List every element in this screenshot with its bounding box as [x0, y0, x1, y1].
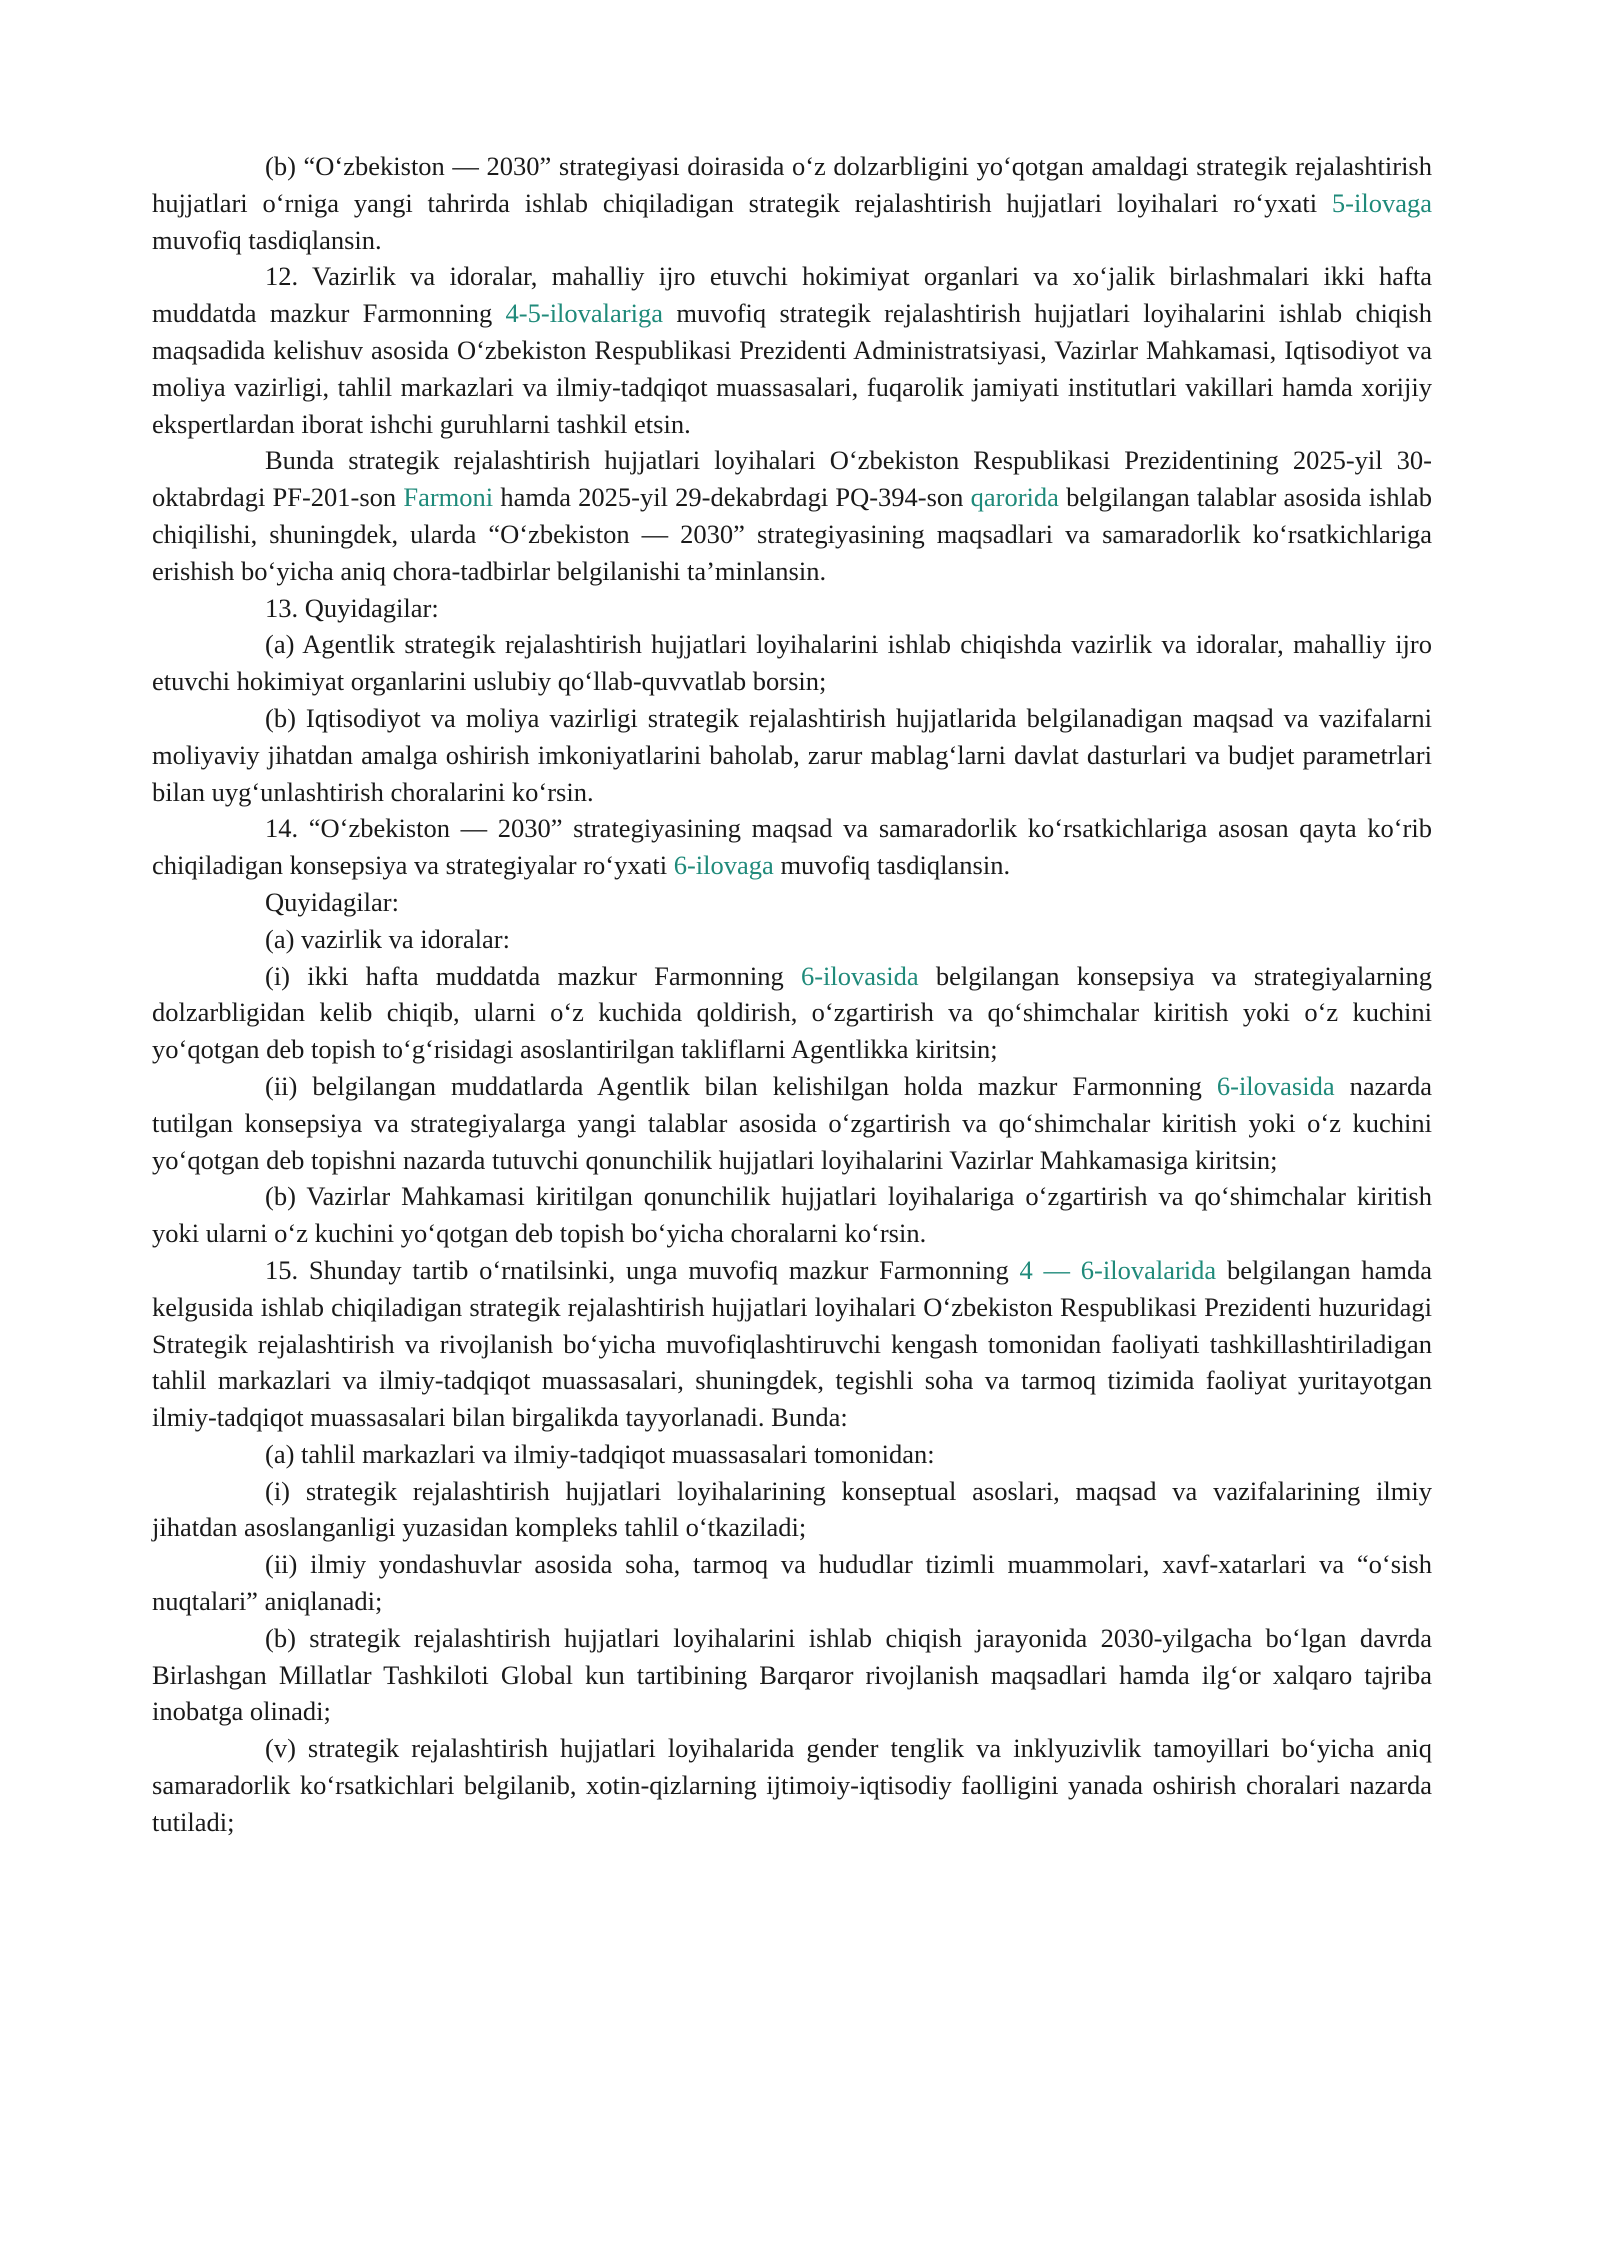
- paragraph-text: nazarda tutilgan konsepsiya va strategiyalarga yangi talablar asosida oʻzgartirish va qoʻshimchalar kiritish yoki oʻz kuchini yoʻqotgan deb topishni nazarda tutuvchi qonunchilik hujjatlari loyihalarini Vazirlar Mahkamasiga kiritsin;: [152, 1070, 1432, 1175]
- paragraph: [152, 1730, 1432, 1840]
- paragraph: [152, 921, 1432, 958]
- paragraph-text: (ii) belgilangan muddatlarda Agentlik bilan kelishilgan holda mazkur Farmonning: [265, 1070, 1217, 1101]
- paragraph-text: belgilangan konsepsiya va strategiyalarning dolzarbligidan kelib chiqib, ularni oʻz kuchida qoldirish, oʻzgartirish va qoʻshimchalar kiritish yoki oʻz kuchini yoʻqotgan deb topish toʻgʻrisidagi asoslantirilgan takliflarni Agentlikka kiritsin;: [152, 960, 1432, 1065]
- document-link[interactable]: 5-ilovaga: [1331, 187, 1432, 218]
- paragraph-text: Bunda strategik rejalashtirish hujjatlari loyihalari Oʻzbekiston Respublikasi Prezidentining 2025-yil 30-oktabrdagi PF-201-son: [152, 445, 1432, 513]
- paragraph: [152, 626, 1432, 700]
- paragraph: [152, 590, 1432, 627]
- document-link[interactable]: Farmoni: [403, 482, 494, 513]
- paragraph: [152, 1436, 1432, 1473]
- paragraph-text: (a) Agentlik strategik rejalashtirish hujjatlari loyihalarini ishlab chiqishda vazirlik va idoralar, mahalliy ijro etuvchi hokimiyat organlarini uslubiy qoʻllab-quvvatlab borsin;: [152, 629, 1432, 697]
- paragraph-text: (a) vazirlik va idoralar:: [265, 923, 510, 954]
- paragraph-text: (ii) ilmiy yondashuvlar asosida soha, tarmoq va hududlar tizimli muammolari, xavf-xatarlari va “oʻsish nuqtalari” aniqlanadi;: [152, 1549, 1432, 1617]
- paragraph-text: 15. Shunday tartib oʻrnatilsinki, unga muvofiq mazkur Farmonning: [265, 1254, 1020, 1285]
- paragraph-text: muvofiq tasdiqlansin.: [773, 850, 1011, 881]
- paragraph-text: (a) tahlil markazlari va ilmiy-tadqiqot muassasalari tomonidan:: [265, 1438, 935, 1469]
- paragraph: [152, 810, 1432, 884]
- paragraph-text: (i) ikki hafta muddatda mazkur Farmonning: [265, 960, 801, 991]
- document-page: [152, 148, 1432, 1841]
- paragraph: [152, 1620, 1432, 1730]
- paragraph: [152, 1252, 1432, 1436]
- document-link[interactable]: 4-5-ilovalariga: [505, 298, 664, 329]
- paragraph-text: (b) strategik rejalashtirish hujjatlari loyihalarini ishlab chiqish jarayonida 2030-yilgacha boʻlgan davrda Birlashgan Millatlar Tashkiloti Global kun tartibining Barqaror rivojlanish maqsadlari hamda ilgʻor xalqaro tajriba inobatga olinadi;: [152, 1622, 1432, 1727]
- paragraph: [152, 148, 1432, 258]
- paragraph: [152, 1178, 1432, 1252]
- document-link[interactable]: 6-ilovaga: [673, 850, 774, 881]
- paragraph-text: 12. Vazirlik va idoralar, mahalliy ijro etuvchi hokimiyat organlari va xoʻjalik birlashmalari ikki hafta muddatda mazkur Farmonning: [152, 261, 1432, 329]
- paragraph-text: belgilangan hamda kelgusida ishlab chiqiladigan strategik rejalashtirish hujjatlari loyihalari Oʻzbekiston Respublikasi Prezidenti huzuridagi Strategik rejalashtirish va rivojlanish boʻyicha muvofiqlashtiruvchi kengash tomonidan faoliyati tashkillashtiriladigan tahlil markazlari va ilmiy-tadqiqot muassasalari, shuningdek, tegishli soha va tarmoq tizimida faoliyat yuritayotgan ilmiy-tadqiqot muassasalari bilan birgalikda tayyorlanadi. Bunda:: [152, 1254, 1432, 1433]
- paragraph-text: hamda 2025-yil 29-dekabrdagi PQ-394-son: [493, 482, 971, 513]
- paragraph: [152, 442, 1432, 589]
- paragraph-text: (b) Vazirlar Mahkamasi kiritilgan qonunchilik hujjatlari loyihalariga oʻzgartirish va qoʻshimchalar kiritish yoki ularni oʻz kuchini yoʻqotgan deb topish boʻyicha choralarni koʻrsin.: [152, 1181, 1432, 1249]
- paragraph-text: muvofiq strategik rejalashtirish hujjatlari loyihalarini ishlab chiqish maqsadida kelishuv asosida Oʻzbekiston Respublikasi Prezidenti Administratsiyasi, Vazirlar Mahkamasi, Iqtisodiyot va moliya vazirligi, tahlil markazlari va ilmiy-tadqiqot muassasalari, fuqarolik jamiyati institutlari vakillari hamda xorijiy ekspertlardan iborat ishchi guruhlarni tashkil etsin.: [152, 298, 1432, 439]
- paragraph-text: (v) strategik rejalashtirish hujjatlari loyihalarida gender tenglik va inklyuzivlik tamoyillari boʻyicha aniq samaradorlik koʻrsatkichlari belgilanib, xotin-qizlarning ijtimoiy-iqtisodiy faolligini yanada oshirish choralari nazarda tutiladi;: [152, 1733, 1432, 1837]
- paragraph-text: (b) Iqtisodiyot va moliya vazirligi strategik rejalashtirish hujjatlarida belgilanadigan maqsad va vazifalarni moliyaviy jihatdan amalga oshirish imkoniyatlarini baholab, zarur mablagʻlarni davlat dasturlari va budjet parametrlari bilan uygʻunlashtirish choralarini koʻrsin.: [152, 702, 1432, 807]
- paragraph: [152, 258, 1432, 442]
- document-link[interactable]: 4 — 6-ilovalarida: [1019, 1254, 1217, 1285]
- paragraph: [152, 700, 1432, 810]
- paragraph-text: belgilangan talablar asosida ishlab chiqilishi, shuningdek, ularda “Oʻzbekiston — 2030” strategiyasining maqsadlari va samaradorlik koʻrsatkichlariga erishish boʻyicha aniq chora-tadbirlar belgilanishi taʼminlansin.: [152, 482, 1432, 586]
- paragraph-text: muvofiq tasdiqlansin.: [152, 224, 382, 255]
- document-link[interactable]: qarorida: [970, 482, 1059, 513]
- paragraph: [152, 1068, 1432, 1178]
- paragraph-text: 14. “Oʻzbekiston — 2030” strategiyasining maqsad va samaradorlik koʻrsatkichlariga asosan qayta koʻrib chiqiladigan konsepsiya va strategiyalar roʻyxati: [152, 813, 1432, 881]
- paragraph-text: Quyidagilar:: [265, 886, 399, 917]
- paragraph-text: 13. Quyidagilar:: [265, 592, 439, 623]
- paragraph: [152, 884, 1432, 921]
- document-link[interactable]: 6-ilovasida: [1216, 1070, 1335, 1101]
- paragraph: [152, 1473, 1432, 1547]
- paragraph: [152, 1546, 1432, 1620]
- paragraph: [152, 958, 1432, 1068]
- document-link[interactable]: 6-ilovasida: [800, 960, 919, 991]
- paragraph-text: (i) strategik rejalashtirish hujjatlari loyihalarining konseptual asoslari, maqsad va vazifalarining ilmiy jihatdan asoslanganligi yuzasidan kompleks tahlil oʻtkaziladi;: [152, 1475, 1432, 1543]
- paragraph-text: (b) “Oʻzbekiston — 2030” strategiyasi doirasida oʻz dolzarbligini yoʻqotgan amaldagi strategik rejalashtirish hujjatlari oʻrniga yangi tahrirda ishlab chiqiladigan strategik rejalashtirish hujjatlari loyihalari roʻyxati: [152, 151, 1432, 218]
